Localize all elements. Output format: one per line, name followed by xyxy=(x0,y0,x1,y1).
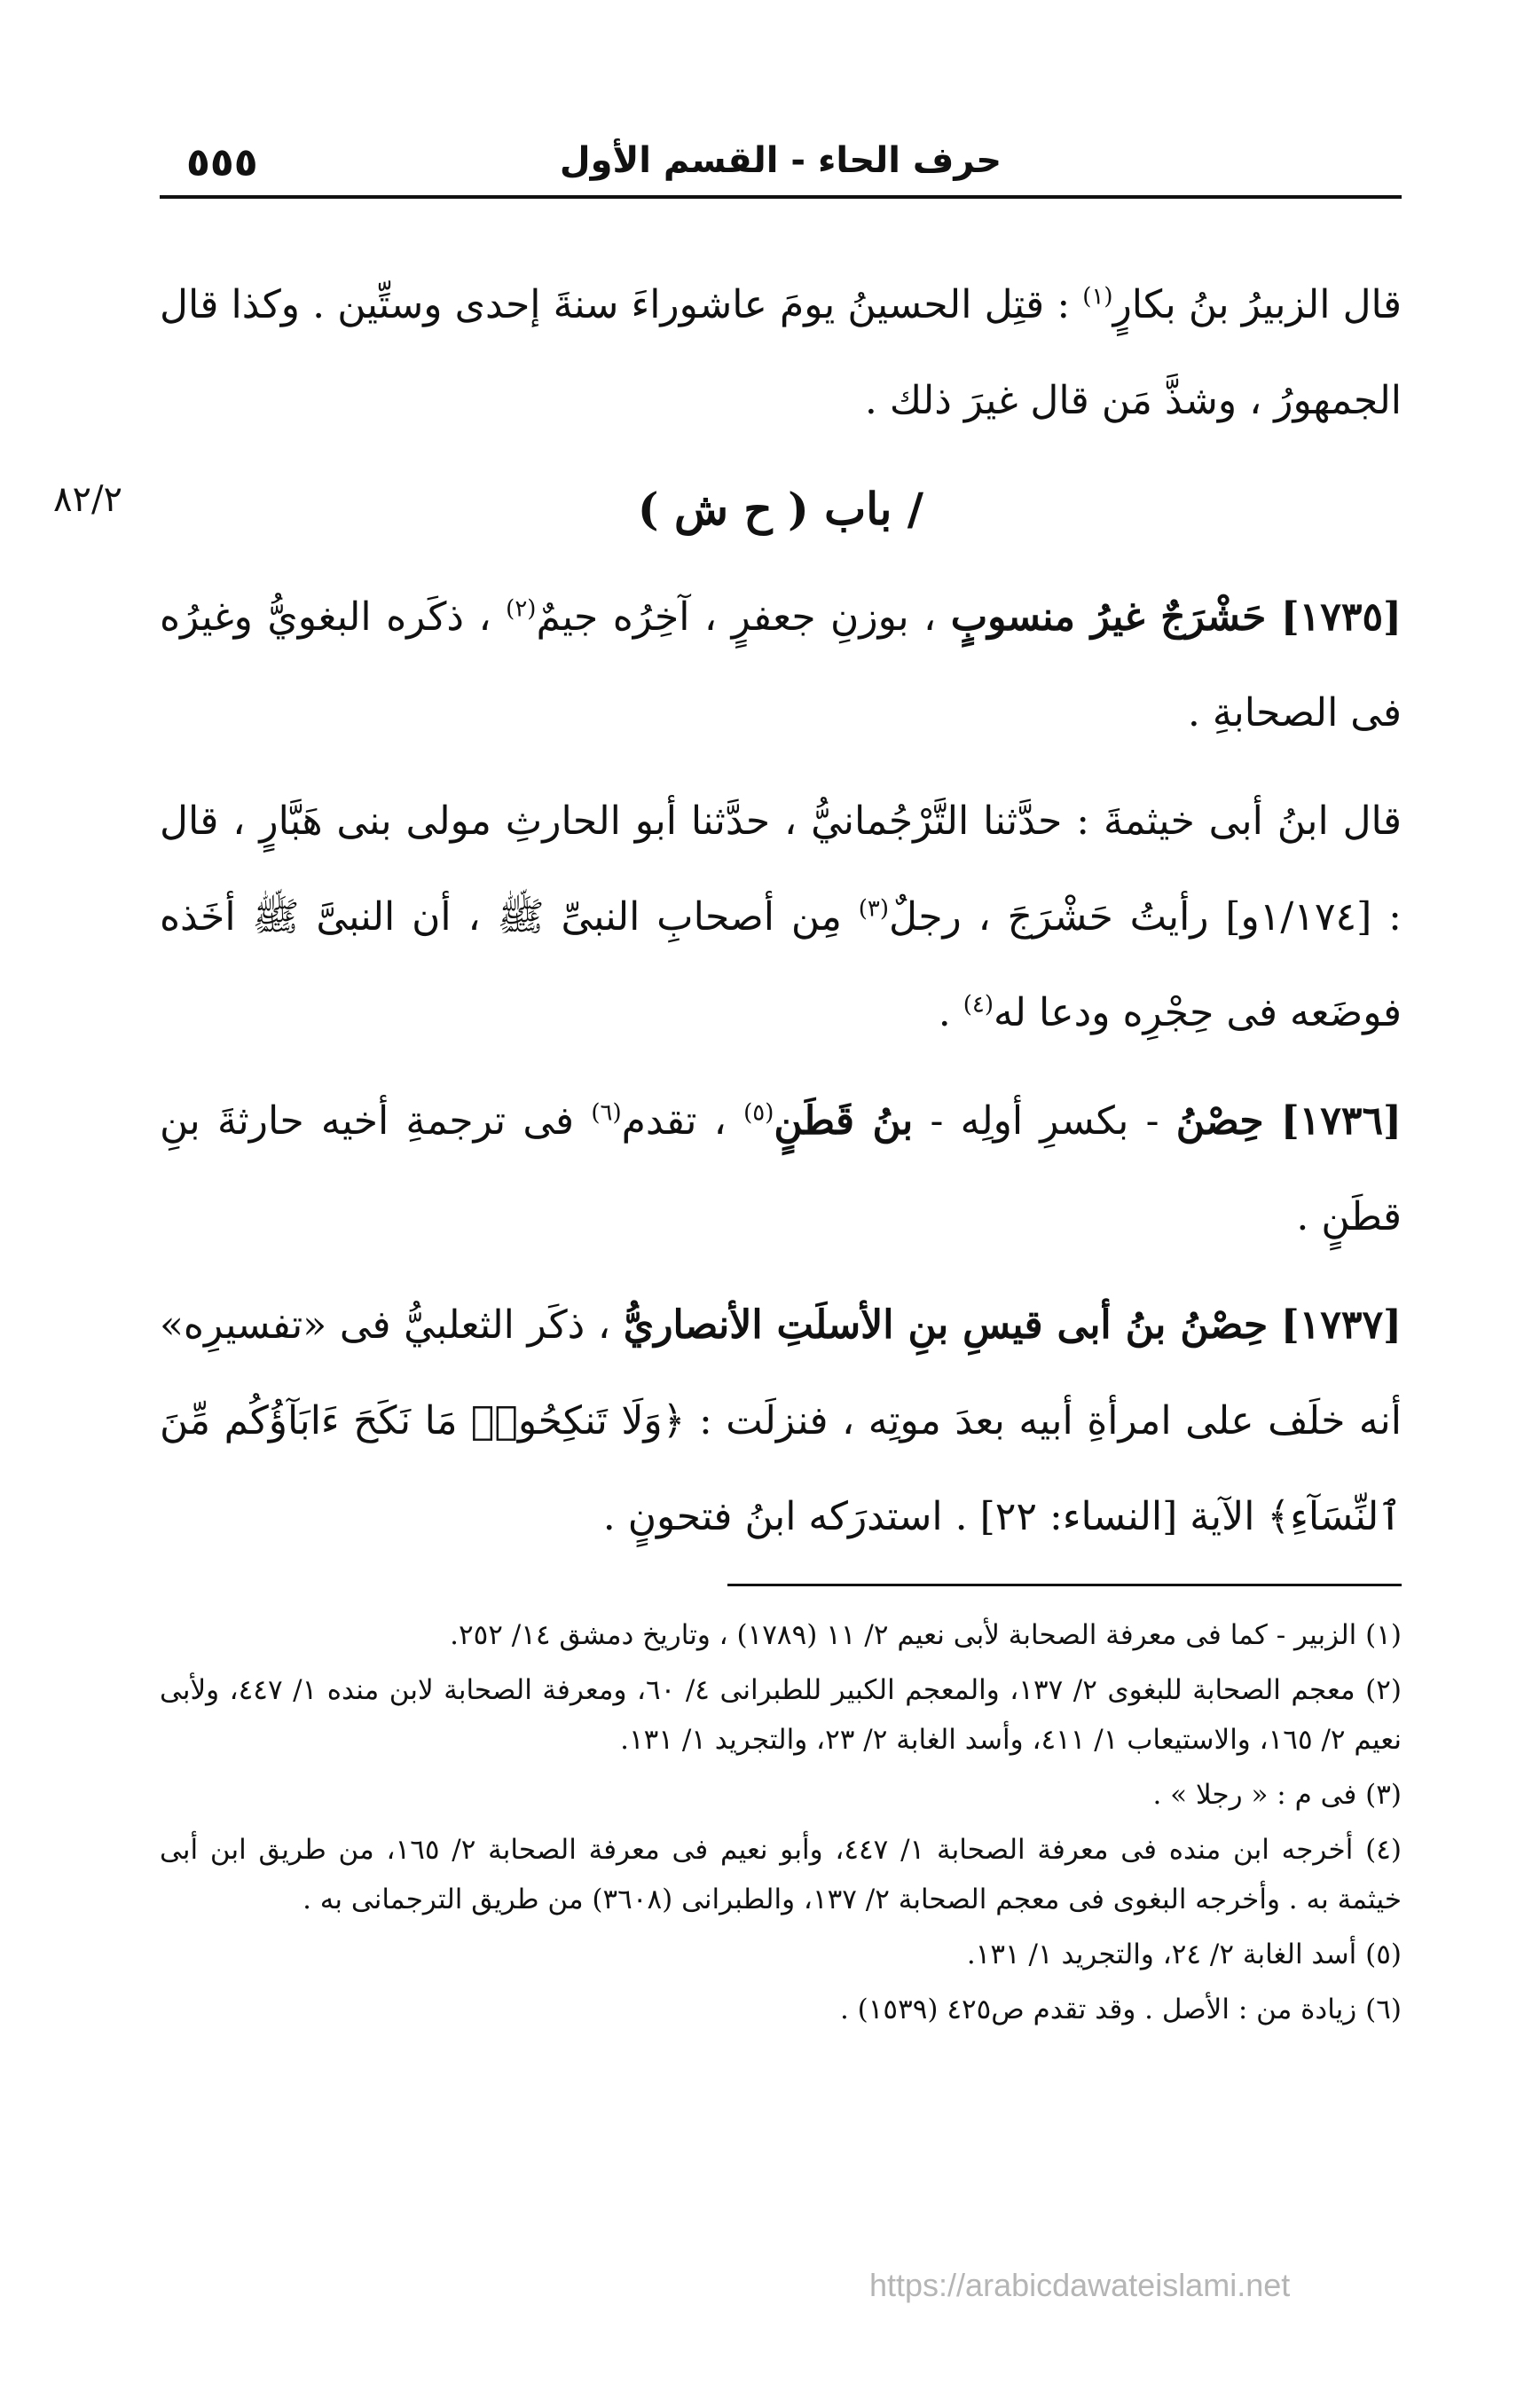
footnote-3: (٣) فى م : « رجلا » . xyxy=(1152,1779,1402,1811)
margin-reference: ٨٢/٢ xyxy=(53,479,122,520)
entry-number: [١٧٣٥] xyxy=(1280,594,1402,640)
entry-number: [١٧٣٦] xyxy=(1280,1098,1402,1144)
footnote-separator xyxy=(727,1584,1402,1586)
entry-number: [١٧٣٧] xyxy=(1280,1302,1402,1348)
paragraph-zubayr: قال الزبيرُ بنُ بكارٍ$^{(١)}$ : قتِل الحسينُ يومَ عاشوراءَ سنةَ إحدى وستِّين . وكذا قال الجمهورُ ، وشذَّ مَن قال غيرَ ذلك . xyxy=(160,282,1402,423)
paragraph-khaythama: قال ابنُ أبى خيثمةَ : حدَّثنا التَّرْجُمانيُّ ، حدَّثنا أبو الحارثِ مولى بنى هَبَّارٍ ، قال : [١/١٧٤و] رأيتُ حَشْرَجَ ، رجلٌ$^{(٣)}$ مِن أصحابِ النبىِّ ﷺ ، أن النبىَّ ﷺ أخَذه فوضَعه فى حِجْرِه ودعا له$^{(٤)}$ . xyxy=(160,798,1402,1035)
footnote-ref-2[interactable]: (٢) xyxy=(506,595,537,623)
footnote-1: (١) الزبير - كما فى معرفة الصحابة لأبى نعيم ٢/ ١١ (١٧٨٩) ، وتاريخ دمشق ١٤/ ٢٥٢. xyxy=(450,1619,1402,1651)
entry-name-continued: بنُ قَطَنٍ xyxy=(774,1098,914,1144)
entry-1736: [١٧٣٦] حِصْنُ - بكسرِ أولِه - بنُ قَطَنٍ$^{(٥)}$ ، تقدم$^{(٦)}$ فى ترجمةِ أخيه حارثةَ بنِ قطَنٍ . xyxy=(160,1098,1402,1239)
main-text xyxy=(160,257,1402,1577)
footnote-6: (٦) زيادة من : الأصل . وقد تقدم ص٤٢٥ (١٥٣٩) . xyxy=(839,1994,1402,2025)
footnotes xyxy=(160,1610,1402,2040)
footnote-ref-3[interactable]: (٣) xyxy=(858,895,890,923)
footnote-ref-1[interactable]: (١) xyxy=(1082,283,1113,311)
entry-name: حِصْنُ xyxy=(1175,1098,1264,1144)
running-title: حرف الحاء - القسم الأول xyxy=(559,140,1002,181)
running-header xyxy=(160,133,1402,204)
entry-1735: [١٧٣٥] حَشْرَجٌ غيرُ منسوبٍ ، بوزنِ جعفرٍ ، آخِرُه جيمٌ$^{(٢)}$ ، ذكَره البغويُّ وغيرُه فى الصحابةِ . xyxy=(160,594,1402,735)
chapter-heading: / باب ( ح ش ) xyxy=(637,483,924,535)
header-rule xyxy=(160,195,1402,199)
footnote-ref-5[interactable]: (٥) xyxy=(743,1099,774,1127)
footnote-ref-4[interactable]: (٤) xyxy=(962,991,994,1019)
footnote-ref-6[interactable]: (٦) xyxy=(591,1099,622,1127)
entry-name: حِصْنُ بنُ أبى قيسِ بنِ الأسلَتِ الأنصاريُّ xyxy=(623,1302,1269,1348)
page-number: ٥٥٥ xyxy=(186,140,258,185)
footnote-4: (٤) أخرجه ابن منده فى معرفة الصحابة ١/ ٤٤٧، وأبو نعيم فى معرفة الصحابة ٢/ ١٦٥، من طريق ابن أبى خيثمة به . وأخرجه البغوى فى معجم الصحابة ٢/ ١٣٧، والطبرانى (٣٦٠٨) من طريق الترجمانى به . xyxy=(160,1834,1402,1915)
entry-1737: [١٧٣٧] حِصْنُ بنُ أبى قيسِ بنِ الأسلَتِ الأنصاريُّ ، ذكَر الثعلبيُّ فى «تفسيرِه» أنه خلَف على امرأةِ أبيه بعدَ موتِه ، فنزلَت : ﴿وَلَا تَنكِحُوا۟ مَا نَكَحَ ءَابَآؤُكُم مِّنَ ٱلنِّسَآءِ﴾ الآية [النساء: ٢٢] . استدرَكه ابنُ فتحونٍ . xyxy=(160,1302,1402,1539)
watermark-url: https://arabicdawateislami.net xyxy=(869,2267,1291,2303)
entry-name: حَشْرَجٌ غيرُ منسوبٍ xyxy=(950,594,1267,640)
footnote-2: (٢) معجم الصحابة للبغوى ٢/ ١٣٧، والمعجم الكبير للطبرانى ٤/ ٦٠، ومعرفة الصحابة لابن منده ١/ ٤٤٧، ولأبى نعيم ٢/ ١٦٥، والاستيعاب ١/ ٤١١، وأسد الغابة ٢/ ٢٣، والتجريد ١/ ١٣١. xyxy=(160,1674,1402,1756)
footnote-5: (٥) أسد الغابة ٢/ ٢٤، والتجريد ١/ ١٣١. xyxy=(966,1939,1402,1970)
